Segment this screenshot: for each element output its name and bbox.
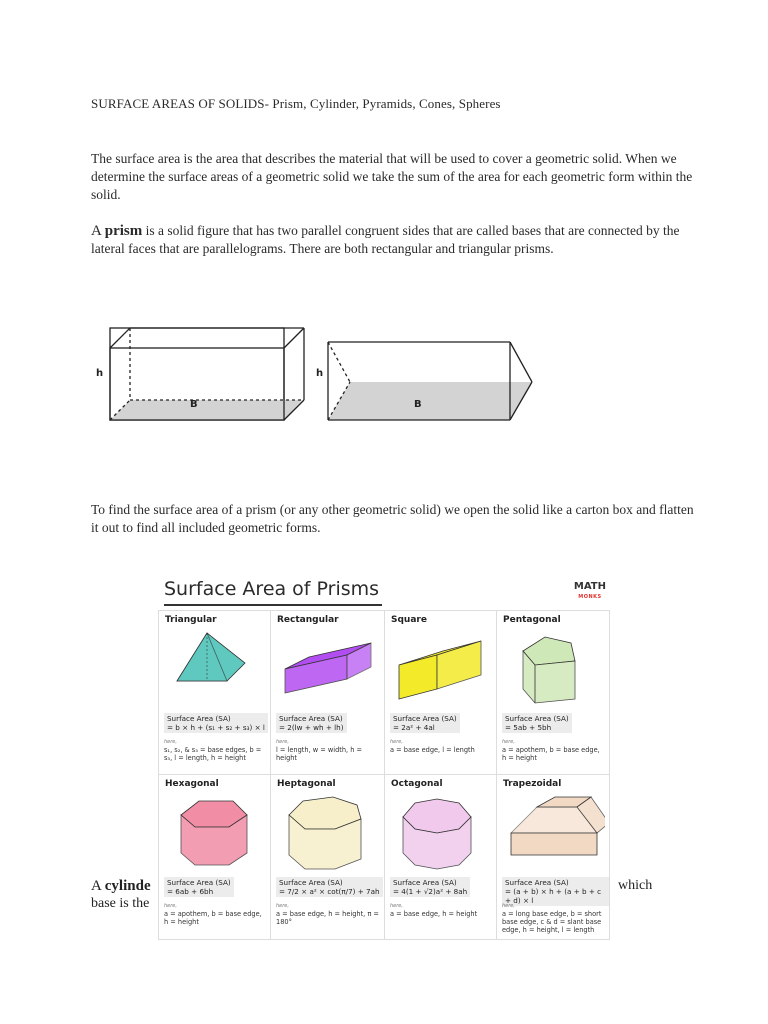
here-label: here, <box>164 903 177 909</box>
flatten-paragraph: To find the surface area of a prism (or any other geometric solid) we open the solid like a carton box and flatten it out to find all included geometric forms. <box>91 502 694 535</box>
prism-name: Hexagonal <box>165 779 219 789</box>
cylinder-continuation: which <box>618 878 653 893</box>
here-label: here, <box>164 739 177 745</box>
sa-formula: = 2(lw + wh + lh) <box>279 723 344 732</box>
sa-formula: = b × h + (s₁ + s₂ + s₃) × l <box>167 723 265 732</box>
prism-term: prism <box>104 223 143 239</box>
variable-definitions <box>502 738 606 762</box>
logo-subtext: MONKS <box>578 594 602 600</box>
prism-illustration <box>393 629 493 709</box>
formula-box <box>276 713 347 733</box>
page-title: SURFACE AREAS OF SOLIDS- Prism, Cylinder, Pyramids, Cones, Spheres <box>91 96 501 111</box>
sa-formula: = 7/2 × a² × cot(π/7) + 7ah <box>279 887 380 896</box>
height-label: h <box>96 368 104 379</box>
cylinder-article: A <box>91 878 105 894</box>
definition-text: l = length, w = width, h = height <box>276 746 363 762</box>
prism-diagrams <box>92 320 552 430</box>
sa-label: Surface Area (SA) <box>393 714 457 723</box>
prism-name: Pentagonal <box>503 615 561 625</box>
prism-name: Rectangular <box>277 615 339 625</box>
definition-text: a = apothem, b = base edge, h = height <box>502 746 600 762</box>
sa-label: Surface Area (SA) <box>505 714 569 723</box>
logo-text: MATH <box>573 581 606 592</box>
title-underline <box>164 604 382 606</box>
prism-illustration <box>279 629 379 709</box>
sa-label: Surface Area (SA) <box>279 878 343 887</box>
formula-box <box>390 877 470 897</box>
sa-label: Surface Area (SA) <box>393 878 457 887</box>
prism-name: Heptagonal <box>277 779 336 789</box>
prism-card-trapezoidal <box>496 774 610 940</box>
prism-lead: A <box>91 223 105 239</box>
variable-definitions <box>164 902 268 926</box>
intro-paragraph: The surface area is the area that describes the material that will be used to cover a geometric solid. When we determine the surface areas of a geometric solid we take the sum of the area for each geometric form within the solid. <box>91 151 693 202</box>
prism-card-triangular <box>158 610 272 776</box>
prism-card-hexagonal <box>158 774 272 940</box>
prism-illustration <box>505 793 605 873</box>
formula-box <box>164 713 268 733</box>
prism-paragraph <box>91 222 701 258</box>
prism-name: Octagonal <box>391 779 443 789</box>
sa-label: Surface Area (SA) <box>279 714 343 723</box>
sa-label: Surface Area (SA) <box>167 714 231 723</box>
sa-formula: = 6ab + 6bh <box>167 887 214 896</box>
variable-definitions <box>502 902 606 934</box>
prism-illustration <box>167 793 267 873</box>
here-label: here, <box>502 903 515 909</box>
formula-box <box>276 877 383 897</box>
prism-name: Square <box>391 615 427 625</box>
here-label: here, <box>276 903 289 909</box>
triangular-prism-figure <box>328 342 532 420</box>
prism-name: Trapezoidal <box>503 779 562 789</box>
cylinder-base-text: base is the <box>91 896 150 911</box>
prism-card-octagonal <box>384 774 498 940</box>
variable-definitions <box>276 902 380 926</box>
base-label-2: B <box>414 399 422 410</box>
height-label-2: h <box>316 368 324 379</box>
prism-illustration <box>393 793 493 873</box>
prism-card-rectangular <box>270 610 386 776</box>
variable-definitions <box>164 738 268 762</box>
definition-text: a = apothem, b = base edge, h = height <box>164 910 262 926</box>
sa-formula: = (a + b) × h + (a + b + c + d) × l <box>505 887 602 905</box>
prism-illustration <box>167 629 267 709</box>
definition-text: a = long base edge, b = short base edge, c & d = slant base edge, h = height, l = length <box>502 910 602 934</box>
prism-card-heptagonal <box>270 774 386 940</box>
surface-area-infographic <box>158 574 620 950</box>
prism-illustration <box>279 793 379 873</box>
variable-definitions <box>390 738 494 754</box>
definition-text: a = base edge, l = length <box>390 746 475 754</box>
base-label: B <box>190 399 198 410</box>
cylinder-lead <box>91 878 151 895</box>
definition-text: s₁, s₂, & s₃ = base edges, b = s₃, l = length, h = height <box>164 746 262 762</box>
definition-text: a = base edge, h = height, π = 180° <box>276 910 379 926</box>
here-label: here, <box>390 903 403 909</box>
sa-formula: = 4(1 + √2)a² + 8ah <box>393 887 468 896</box>
here-label: here, <box>276 739 289 745</box>
variable-definitions <box>276 738 380 762</box>
prism-card-pentagonal <box>496 610 610 776</box>
here-label: here, <box>502 739 515 745</box>
prism-definition: is a solid figure that has two parallel congruent sides that are called bases that are connected by the lateral faces that are parallelograms. There are both rectangular and triangular prisms. <box>91 223 680 256</box>
cylinder-term: cylinde <box>104 878 151 894</box>
definition-text: a = base edge, h = height <box>390 910 478 918</box>
prism-card-square <box>384 610 498 776</box>
variable-definitions <box>390 902 494 918</box>
infographic-title: Surface Area of Prisms <box>164 578 380 600</box>
prism-illustration <box>505 629 605 709</box>
sa-formula: = 2a² + 4al <box>393 723 435 732</box>
prism-name: Triangular <box>165 615 217 625</box>
formula-box <box>390 713 460 733</box>
rectangular-prism-figure <box>110 328 304 420</box>
formula-box <box>502 713 572 733</box>
sa-formula: = 5ab + 5bh <box>505 723 552 732</box>
sa-label: Surface Area (SA) <box>505 878 569 887</box>
formula-box <box>164 877 234 897</box>
mathmonks-logo <box>574 582 606 602</box>
here-label: here, <box>390 739 403 745</box>
sa-label: Surface Area (SA) <box>167 878 231 887</box>
